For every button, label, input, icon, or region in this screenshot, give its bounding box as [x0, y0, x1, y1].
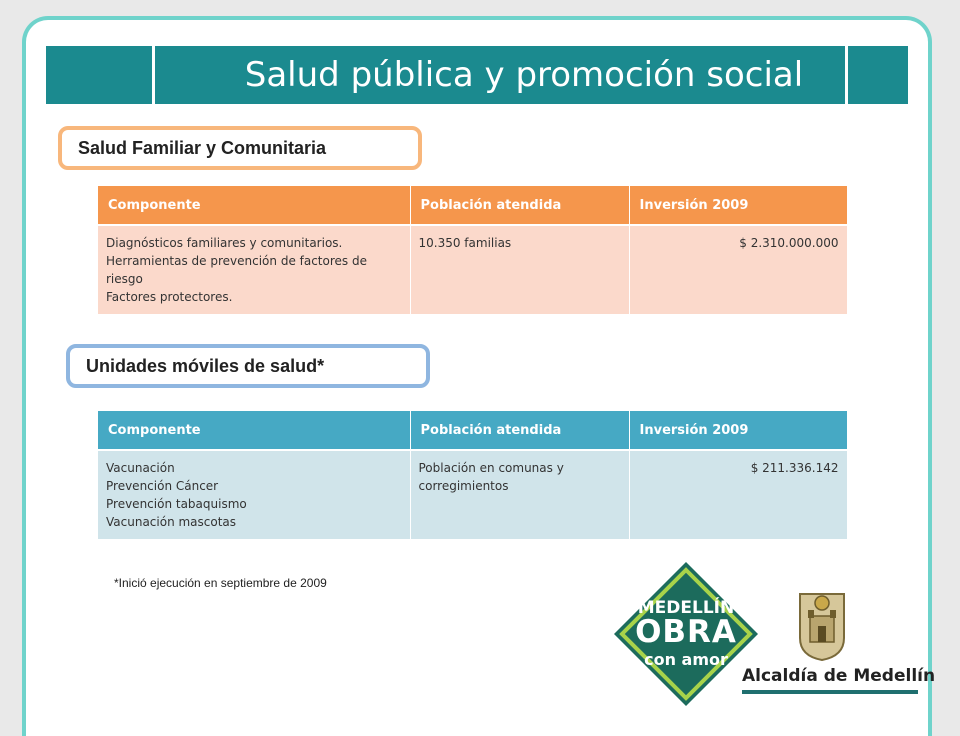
- cell-inversion: $ 2.310.000.000: [629, 225, 847, 314]
- column-header-inversion: Inversión 2009: [629, 186, 847, 225]
- title-bar: [46, 46, 908, 104]
- column-header-inversion: Inversión 2009: [629, 411, 847, 450]
- cell-poblacion: Población en comunas y corregimientos: [410, 450, 629, 539]
- componente-line: Prevención Cáncer: [106, 479, 219, 493]
- footnote: *Inició ejecución en septiembre de 2009: [114, 576, 327, 590]
- logo-text-obra: OBRA: [635, 614, 737, 650]
- column-header-componente: Componente: [98, 411, 410, 450]
- cell-inversion: $ 211.336.142: [629, 450, 847, 539]
- table-unidades-moviles: [98, 411, 848, 539]
- componente-line: Factores protectores.: [106, 290, 233, 304]
- column-header-poblacion: Población atendida: [410, 411, 629, 450]
- componente-line: Prevención tabaquismo: [106, 497, 247, 511]
- page-title: Salud pública y promoción social: [244, 55, 804, 95]
- componente-line: Herramientas de prevención de factores de riesgo: [106, 254, 367, 286]
- frame-left-accent: [22, 60, 26, 640]
- table-row: [98, 225, 847, 314]
- table-header-row: [98, 186, 847, 225]
- table-row: [98, 450, 847, 539]
- column-header-poblacion: Población atendida: [410, 186, 629, 225]
- cell-poblacion: 10.350 familias: [410, 225, 629, 314]
- table-salud-familiar: [98, 186, 848, 314]
- cell-componente: [98, 225, 410, 314]
- alcaldia-underline: [742, 690, 918, 694]
- componente-line: Diagnósticos familiares y comunitarios.: [106, 236, 343, 250]
- section-label-unidades-moviles: Unidades móviles de salud*: [66, 344, 430, 388]
- componente-line: Vacunación mascotas: [106, 515, 237, 529]
- title-divider-left: [152, 46, 155, 104]
- cell-componente: [98, 450, 410, 539]
- column-header-componente: Componente: [98, 186, 410, 225]
- logo-text-alcaldia: Alcaldía de Medellín: [742, 666, 936, 686]
- logo-text-con-amor: con amor: [644, 650, 728, 669]
- table-header-row: [98, 411, 847, 450]
- medellin-crest-icon: [796, 586, 848, 662]
- logo-text-medellin: MEDELLÍN: [637, 598, 735, 618]
- componente-line: Vacunación: [106, 461, 175, 475]
- title-divider-right: [845, 46, 848, 104]
- section-label-salud-familiar: Salud Familiar y Comunitaria: [58, 126, 422, 170]
